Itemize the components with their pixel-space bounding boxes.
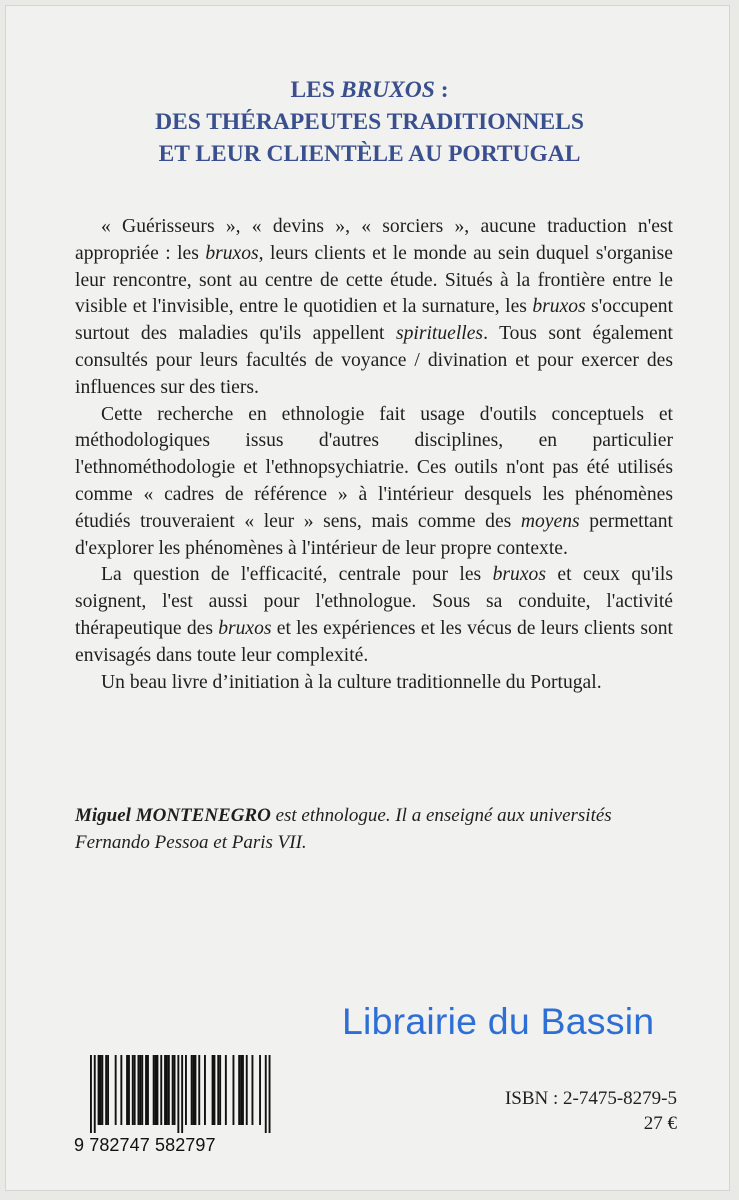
barcode-bar bbox=[145, 1055, 147, 1125]
barcode-bar bbox=[181, 1055, 183, 1133]
barcode-bar bbox=[98, 1055, 100, 1125]
barcode-bar bbox=[100, 1055, 102, 1125]
author-description: est ethnologue. Il a enseigné aux universités Fernando Pessoa et Paris VII. bbox=[75, 805, 612, 853]
barcode-bar bbox=[177, 1055, 179, 1133]
paragraph-4: Un beau livre d’initiation à la culture traditionnelle du Portugal. bbox=[101, 671, 602, 693]
isbn-number: ISBN : 2-7475-8279-5 bbox=[504, 1088, 677, 1109]
barcode-bar bbox=[132, 1055, 134, 1125]
barcode-bar bbox=[193, 1055, 195, 1125]
barcode-bar bbox=[147, 1055, 149, 1125]
barcode-bar bbox=[269, 1055, 271, 1133]
price: 27 € bbox=[643, 1113, 677, 1134]
barcode-bar bbox=[195, 1055, 197, 1125]
barcode-bar bbox=[164, 1055, 166, 1125]
barcode-bar bbox=[157, 1055, 159, 1125]
barcode-bar bbox=[259, 1055, 261, 1125]
barcode-bars bbox=[74, 1055, 279, 1133]
barcode-bar bbox=[107, 1055, 109, 1125]
barcode-bar bbox=[225, 1055, 227, 1125]
barcode-digits: 9 782747 582797 bbox=[74, 1135, 216, 1155]
barcode-bar bbox=[174, 1055, 176, 1125]
barcode-bar bbox=[166, 1055, 168, 1125]
barcode-bar bbox=[204, 1055, 206, 1125]
paragraph-1: « Guérisseurs », « devins », « sorciers », aucune traduction n'est appropriée : les bruxos, leurs clients et le monde au sein duquel s'organise leur rencontre, sont au centre de cette étude. Situés à la frontière entre le visible et l'invisible, entre le quotidien et la surnature, les bruxos s'occupent surtout des maladies qu'ils appellent spirituelles. Tous sont également consultés pour leurs facultés de voyance / divination et pour exercer des influences sur des tiers. bbox=[75, 216, 674, 398]
barcode-bar bbox=[240, 1055, 242, 1125]
barcode-bar bbox=[212, 1055, 214, 1125]
barcode-bar bbox=[168, 1055, 170, 1125]
barcode-bar bbox=[160, 1055, 162, 1125]
barcode-bar bbox=[265, 1055, 267, 1133]
paragraph-3: La question de l'efficacité, centrale pour les bruxos et ceux qu'ils soignent, l'est aussi pour l'ethnologue. Sous sa conduite, l'activité thérapeutique des bruxos et les expériences et les vécus de leurs clients sont envisagés dans toute leur complexité. bbox=[75, 564, 673, 666]
barcode-bar bbox=[141, 1055, 143, 1125]
barcode-bar bbox=[219, 1055, 221, 1125]
barcode-bar bbox=[134, 1055, 136, 1125]
barcode-bar bbox=[191, 1055, 193, 1125]
ean-barcode bbox=[74, 1055, 279, 1155]
barcode-bar bbox=[153, 1055, 155, 1125]
barcode-bar bbox=[155, 1055, 157, 1125]
barcode-bar bbox=[94, 1055, 96, 1133]
barcode-bar bbox=[246, 1055, 248, 1125]
title-line-2: DES THÉRAPEUTES TRADITIONNELS bbox=[155, 109, 584, 135]
bookshop-watermark: Librairie du Bassin bbox=[342, 1000, 655, 1042]
barcode-bar bbox=[233, 1055, 235, 1125]
blurb-text bbox=[75, 214, 673, 696]
barcode-bar bbox=[238, 1055, 240, 1125]
author-name: Miguel MONTENEGRO bbox=[75, 805, 271, 826]
barcode-bar bbox=[128, 1055, 130, 1125]
barcode-bar bbox=[101, 1055, 103, 1125]
author-bio bbox=[75, 803, 681, 856]
barcode-bar bbox=[172, 1055, 174, 1125]
barcode-bar bbox=[198, 1055, 200, 1125]
barcode-bar bbox=[126, 1055, 128, 1125]
title-line-3: ET LEUR CLIENTÈLE AU PORTUGAL bbox=[158, 141, 581, 167]
barcode-bar bbox=[115, 1055, 117, 1125]
barcode-bar bbox=[120, 1055, 122, 1125]
barcode-bar bbox=[217, 1055, 219, 1125]
title-line-1: LES BRUXOS : bbox=[290, 77, 449, 103]
barcode-bar bbox=[185, 1055, 187, 1125]
barcode-bar bbox=[242, 1055, 244, 1125]
barcode-bar bbox=[138, 1055, 140, 1125]
paragraph-2: Cette recherche en ethnologie fait usage d'outils conceptuels et méthodologiques issus d'autres disciplines, en particulier l'ethnométhodologie et l'ethnopsychiatrie. Ces outils n'ont pas été utilisés comme « cadres de référence » à l'intérieur desquels les phénomènes étudiés trouveraient « leur » sens, mais comme des moyens permettant d'explorer les phénomènes à l'intérieur de leur propre contexte. bbox=[75, 403, 673, 559]
barcode-bar bbox=[90, 1055, 92, 1133]
barcode-bar bbox=[105, 1055, 107, 1125]
barcode-bar bbox=[139, 1055, 141, 1125]
barcode-bar bbox=[214, 1055, 216, 1125]
book-title bbox=[0, 74, 739, 170]
barcode-bar bbox=[252, 1055, 254, 1125]
